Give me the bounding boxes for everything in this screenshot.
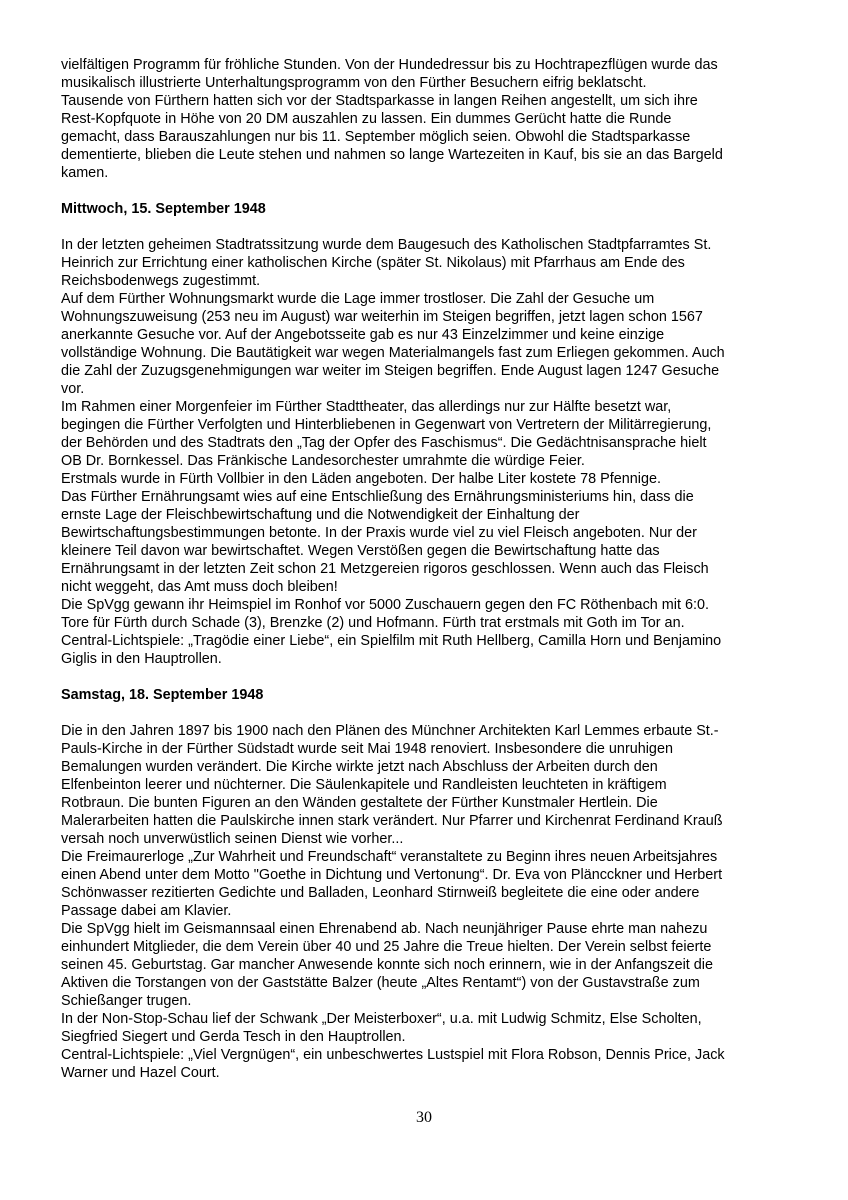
spacer	[61, 668, 796, 686]
text-line: ernste Lage der Fleischbewirtschaftung und die Notwendigkeit der Einhaltung der	[61, 507, 580, 523]
text-line: begingen die Fürther Verfolgten und Hinterbliebenen in Gegenwart von Vertretern der Militärregierung,	[61, 417, 712, 433]
text-line: dementierte, blieben die Leute stehen und nahmen so lange Wartezeiten in Kauf, bis sie an das Bargeld	[61, 147, 723, 163]
text-line: Siegfried Siegert und Gerda Tesch in den Hauptrollen.	[61, 1029, 406, 1045]
text-line: vollständige Wohnung. Die Bautätigkeit war wegen Materialmangels fast zum Erliegen gekommen. Auch	[61, 345, 725, 361]
text-line: In der Non-Stop-Schau lief der Schwank „Der Meisterboxer“, u.a. mit Ludwig Schmitz, Else Scholten,	[61, 1011, 702, 1027]
text-line: musikalisch illustrierte Unterhaltungsprogramm von den Fürther Besuchern eifrig beklatscht.	[61, 75, 647, 91]
text-line: OB Dr. Bornkessel. Das Fränkische Landesorchester umrahmte die würdige Feier.	[61, 453, 585, 469]
section-heading-wednesday: Mittwoch, 15. September 1948	[61, 201, 266, 217]
section-heading-saturday: Samstag, 18. September 1948	[61, 687, 264, 703]
text-line: einen Abend unter dem Motto "Goethe in Dichtung und Vertonung“. Dr. Eva von Pläncckner und Herbert	[61, 867, 723, 883]
text-line: Elfenbeinton leerer und nüchterner. Die Säulenkapitele und Randleisten leuchteten in kräftigem	[61, 777, 667, 793]
text-line: Die in den Jahren 1897 bis 1900 nach den Plänen des Münchner Architekten Karl Lemmes erbaute St.-	[61, 723, 719, 739]
spacer	[61, 704, 796, 722]
text-line: kamen.	[61, 165, 109, 181]
text-line: Bewirtschaftungsbestimmungen betonte. In der Praxis wurde viel zu viel Fleisch angeboten. Nur der	[61, 525, 697, 541]
text-line: kleinere Teil davon war bewirtschaftet. Wegen Verstößen gegen die Bewirtschaftung hatte das	[61, 543, 660, 559]
text-line: Die Freimaurerloge „Zur Wahrheit und Freundschaft“ veranstaltete zu Beginn ihres neuen Arbeitsjahres	[61, 849, 718, 865]
text-line: nicht weggeht, das Amt muss doch bleiben!	[61, 579, 338, 595]
spacer	[61, 218, 796, 236]
text-line: Erstmals wurde in Fürth Vollbier in den Läden angeboten. Der halbe Liter kostete 78 Pfennige.	[61, 471, 661, 487]
text-line: Passage dabei am Klavier.	[61, 903, 232, 919]
text-line: anerkannte Gesuche vor. Auf der Angebotsseite gab es nur 43 Einzelzimmer und keine einzige	[61, 327, 665, 343]
text-line: In der letzten geheimen Stadtratssitzung wurde dem Baugesuch des Katholischen Stadtpfarramtes St.	[61, 237, 712, 253]
text-line: der Behörden und des Stadtrats den „Tag der Opfer des Faschismus“. Die Gedächtnisansprache hielt	[61, 435, 707, 451]
text-line: Die SpVgg gewann ihr Heimspiel im Ronhof vor 5000 Zuschauern gegen den FC Röthenbach mit 6:0.	[61, 597, 709, 613]
text-line: Rest-Kopfquote in Höhe von 20 DM auszahlen zu lassen. Ein dummes Gerücht hatte die Runde	[61, 111, 672, 127]
text-line: Aktiven die Torstangen von der Gaststätte Balzer (heute „Altes Rentamt“) von der Gustavstraße zum	[61, 975, 700, 991]
text-line: Warner und Hazel Court.	[61, 1065, 220, 1081]
section-body-wednesday	[61, 236, 796, 668]
text-line: Tore für Fürth durch Schade (3), Brenzke (2) und Hofmann. Fürth trat erstmals mit Goth im Tor an.	[61, 615, 685, 631]
text-line: Heinrich zur Errichtung einer katholischen Kirche (später St. Nikolaus) mit Pfarrhaus am Ende des	[61, 255, 685, 271]
text-line: Im Rahmen einer Morgenfeier im Fürther Stadttheater, das allerdings nur zur Hälfte besetzt war,	[61, 399, 672, 415]
text-line: Rotbraun. Die bunten Figuren an den Wänden gestaltete der Fürther Kunstmaler Hertlein. Die	[61, 795, 658, 811]
text-line: Pauls-Kirche in der Fürther Südstadt wurde seit Mai 1948 renoviert. Insbesondere die unruhigen	[61, 741, 673, 757]
text-line: seinen 45. Geburtstag. Gar mancher Anwesende konnte sich noch erinnern, wie in der Anfangszeit die	[61, 957, 713, 973]
text-line: Reichsbodenwegs zugestimmt.	[61, 273, 261, 289]
text-line: Auf dem Fürther Wohnungsmarkt wurde die Lage immer trostloser. Die Zahl der Gesuche um	[61, 291, 655, 307]
spacer	[61, 182, 796, 200]
text-line: vielfältigen Programm für fröhliche Stunden. Von der Hundedressur bis zu Hochtrapezflügen wurde das	[61, 57, 718, 73]
text-line: die Zahl der Zuzugsgenehmigungen war weiter im Steigen begriffen. Ende August lagen 1247 Gesuche	[61, 363, 720, 379]
text-line: Schießanger trugen.	[61, 993, 192, 1009]
text-line: Central-Lichtspiele: „Tragödie einer Liebe“, ein Spielfilm mit Ruth Hellberg, Camilla Horn und Benjamino	[61, 633, 722, 649]
intro-paragraph	[61, 56, 796, 182]
text-line: Die SpVgg hielt im Geismannsaal einen Ehrenabend ab. Nach neunjähriger Pause ehrte man nahezu	[61, 921, 708, 937]
text-line: Das Fürther Ernährungsamt wies auf eine Entschließung des Ernährungsministeriums hin, dass die	[61, 489, 694, 505]
text-line: versah noch unverwüstlich seinen Dienst wie vorher...	[61, 831, 404, 847]
text-line: vor.	[61, 381, 85, 397]
text-line: Ernährungsamt in der letzten Zeit schon 21 Metzgereien rigoros geschlossen. Wenn auch das Fleisch	[61, 561, 709, 577]
text-line: Tausende von Fürthern hatten sich vor der Stadtsparkasse in langen Reihen angestellt, um sich ihre	[61, 93, 698, 109]
text-line: gemacht, dass Barauszahlungen nur bis 11. September möglich seien. Obwohl die Stadtsparkasse	[61, 129, 691, 145]
text-line: Schönwasser rezitierten Gedichte und Balladen, Leonhard Stirnweiß begleitete die eine oder andere	[61, 885, 700, 901]
section-body-saturday	[61, 722, 796, 1082]
text-line: einhundert Mitglieder, die dem Verein über 40 und 25 Jahre die Treue hielten. Der Verein selbst feierte	[61, 939, 712, 955]
text-line: Central-Lichtspiele: „Viel Vergnügen“, ein unbeschwertes Lustspiel mit Flora Robson, Dennis Price, Jack	[61, 1047, 725, 1063]
text-line: Bemalungen wurden verändert. Die Kirche wirkte jetzt nach Abschluss der Arbeiten durch den	[61, 759, 658, 775]
document-page	[61, 56, 796, 1082]
text-line: Malerarbeiten hatten die Paulskirche innen stark verändert. Nur Pfarrer und Kirchenrat Ferdinand Krauß	[61, 813, 723, 829]
page-number: 30	[416, 1109, 432, 1126]
text-line: Wohnungszuweisung (253 neu im August) war weiterhin im Steigen begriffen, jetzt lagen schon 1567	[61, 309, 703, 325]
text-line: Giglis in den Hauptrollen.	[61, 651, 222, 667]
